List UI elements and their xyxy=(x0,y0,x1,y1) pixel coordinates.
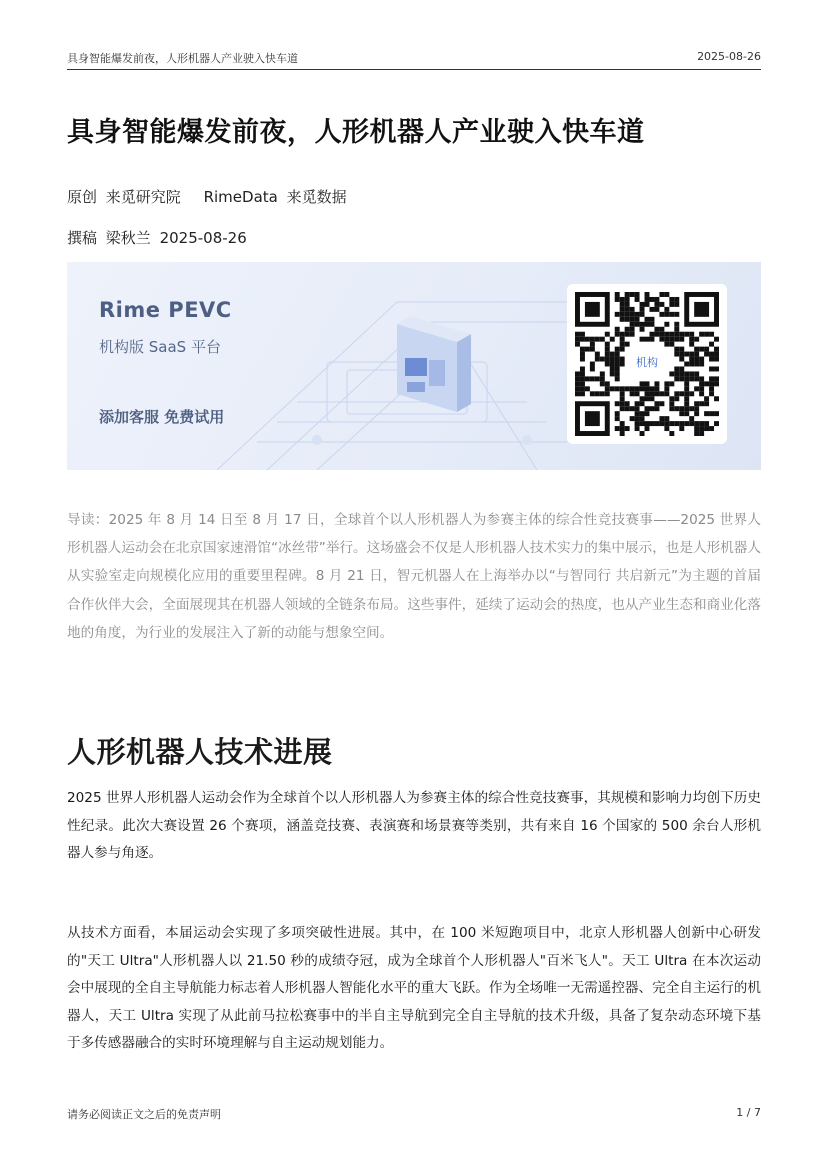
page-title: 具身智能爆发前夜，人形机器人产业驶入快车道 xyxy=(67,117,645,148)
byline-brand-cn[interactable]: 来觅数据 xyxy=(286,188,347,206)
writer-date: 2025-08-26 xyxy=(159,229,247,247)
banner-cta[interactable]: 添加客服 免费试用 xyxy=(99,408,225,426)
qr-code-label: 机构 xyxy=(627,351,667,373)
body-paragraph: 从技术方面看，本届运动会实现了多项突破性进展。其中，在 100 米短跑项目中，北京人形机器人创新中心研发的"天工 Ultra"人形机器人以 21.50 秒的成绩夺冠，成为全球首个人形机器人"百米飞人"。天工 Ultra 在本次运动会中展现的全自主导航能力标志着人形机器人智能化水平的重大飞跃。作为全场唯一无需遥控器、完全自主运行的机器人，天工 Ultra 实现了从此前马拉松赛事中的半自主导航到完全自主导航的技术升级，具备了复杂动态环境下基于多传感器融合的实时环境理解与自主运动规划能力。 xyxy=(67,925,761,1052)
banner-subtitle: 机构版 SaaS 平台 xyxy=(99,338,221,356)
qr-code[interactable] xyxy=(567,284,727,444)
writer-name: 梁秋兰 xyxy=(105,229,151,247)
writer-label: 撰稿 xyxy=(67,229,98,247)
banner-brand: Rime PEVC xyxy=(99,298,232,322)
byline xyxy=(67,186,351,207)
byline-original: 原创 xyxy=(67,188,98,206)
section-heading: 人形机器人技术进展 xyxy=(67,735,333,769)
writer-line xyxy=(67,227,251,248)
running-footer xyxy=(67,1106,761,1122)
byline-author-org[interactable]: 来觅研究院 xyxy=(105,188,181,206)
body-paragraph: 2025 世界人形机器人运动会作为全球首个以人形机器人为参赛主体的综合性竞技赛事，其规模和影响力均创下历史性纪录。此次大赛设置 26 个赛项，涵盖竞技赛、表演赛和场景赛等类别，共有来自 16 个国家的 500 余台人形机器人参与角逐。 xyxy=(67,790,761,862)
lead-paragraph: 导读：2025 年 8 月 14 日至 8 月 17 日，全球首个以人形机器人为参赛主体的综合性竞技赛事——2025 世界人形机器人运动会在北京国家速滑馆“冰丝带”举行。这场盛会不仅是人形机器人技术实力的集中展示，也是人形机器人从实验室走向规模化应用的重要里程碑。8 月 21 日，智元机器人在上海举办以“与智同行 共启新元”为主题的首届合作伙伴大会，全面展现其在机器人领域的全链条布局。这些事件，延续了运动会的热度，也从产业生态和商业化落地的角度，为行业的发展注入了新的动能与想象空间。 xyxy=(67,512,761,641)
running-header xyxy=(67,50,761,70)
promo-banner[interactable] xyxy=(67,262,761,470)
server-illustration xyxy=(397,316,471,412)
running-header-date: 2025-08-26 xyxy=(697,50,761,63)
footer-page-number: 1 / 7 xyxy=(736,1106,761,1119)
footer-disclaimer: 请务必阅读正文之后的免责声明 xyxy=(67,1108,221,1121)
running-header-title: 具身智能爆发前夜，人形机器人产业驶入快车道 xyxy=(67,52,298,65)
byline-brand-en[interactable]: RimeData xyxy=(203,188,278,206)
